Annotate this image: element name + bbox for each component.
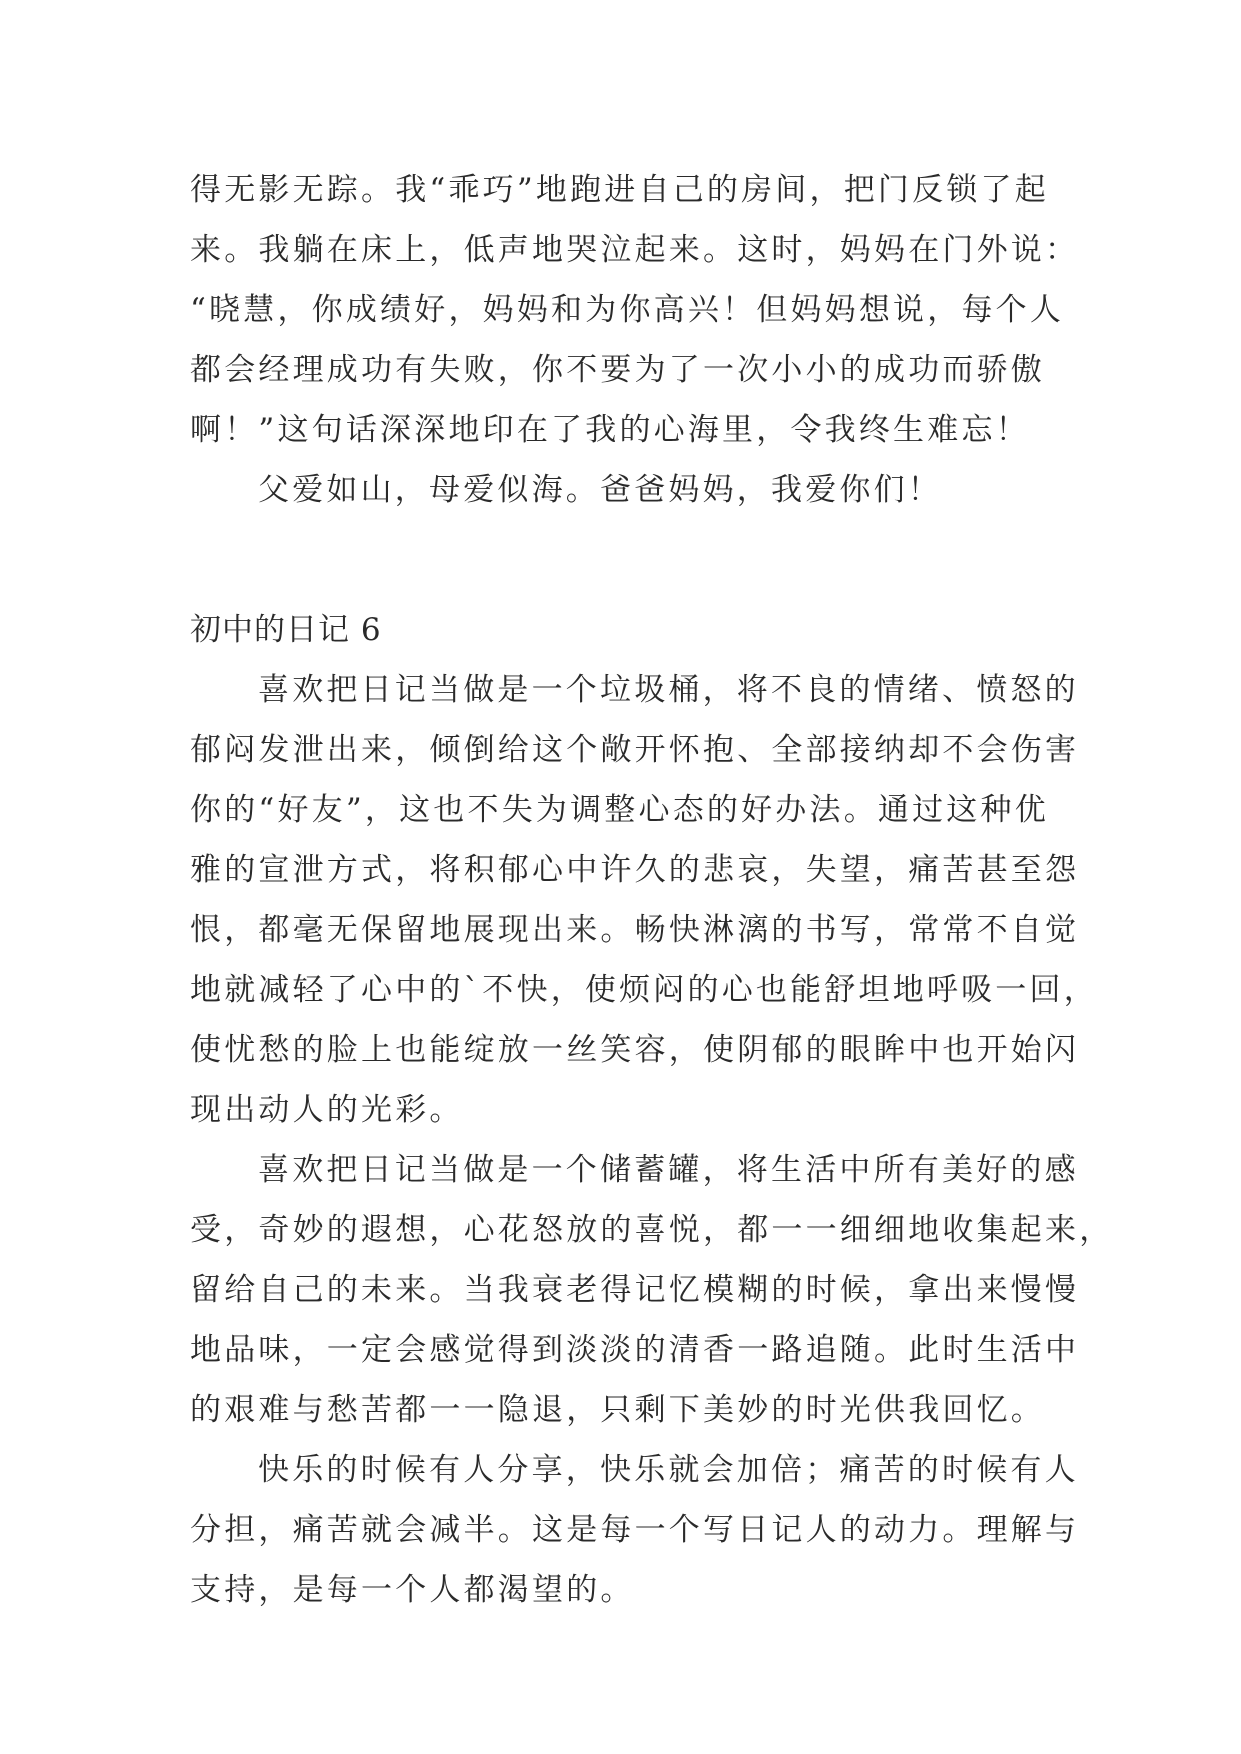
section-spacer: [190, 520, 1050, 600]
text-line: 受，奇妙的遐想，心花怒放的喜悦，都一一细细地收集起来，: [190, 1212, 1114, 1248]
text-line: 留给自己的未来。当我衰老得记忆模糊的时候，拿出来慢慢: [190, 1272, 1080, 1308]
text-line: 地就减轻了心中的`不快，使烦闷的心也能舒坦地呼吸一回，: [190, 972, 1098, 1008]
text-line: 得无影无踪。我“乖巧”地跑进自己的房间，把门反锁了起: [190, 172, 1049, 208]
text-line: “晓慧，你成绩好，妈妈和为你高兴！但妈妈想说，每个人: [190, 292, 1065, 328]
text-line: 分担，痛苦就会减半。这是每一个写日记人的动力。理解与: [190, 1512, 1080, 1548]
text-line: 来。我躺在床上，低声地哭泣起来。这时，妈妈在门外说：: [190, 232, 1080, 268]
text-line: 恨，都毫无保留地展现出来。畅快淋漓的书写，常常不自觉: [190, 912, 1080, 948]
paragraph-1: [190, 660, 1098, 1140]
text-line: 使忧愁的脸上也能绽放一丝笑容，使阴郁的眼眸中也开始闪: [190, 1032, 1080, 1068]
paragraph-3: [190, 1440, 1080, 1620]
text-line: 现出动人的光彩。: [190, 1092, 464, 1128]
text-line: 地品味，一定会感觉得到淡淡的清香一路追随。此时生活中: [190, 1332, 1080, 1368]
closing-line: 父爱如山，母爱似海。爸爸妈妈，我爱你们！: [258, 472, 942, 508]
text-line: 快乐的时候有人分享，快乐就会加倍；痛苦的时候有人: [258, 1452, 1079, 1488]
text-line: 雅的宣泄方式，将积郁心中许久的悲哀，失望，痛苦甚至怨: [190, 852, 1080, 888]
text-line: 啊！”这句话深深地印在了我的心海里，令我终生难忘！: [190, 412, 1030, 448]
text-line: 郁闷发泄出来，倾倒给这个敞开怀抱、全部接纳却不会伤害: [190, 732, 1080, 768]
text-line: 支持，是每一个人都渴望的。: [190, 1572, 635, 1608]
text-line: 的艰难与愁苦都一一隐退，只剩下美妙的时光供我回忆。: [190, 1392, 1045, 1428]
text-line: 喜欢把日记当做是一个储蓄罐，将生活中所有美好的感: [258, 1152, 1079, 1188]
paragraph-2: [190, 1140, 1114, 1440]
text-line: 都会经理成功有失败，你不要为了一次小小的成功而骄傲: [190, 352, 1045, 388]
text-line: 喜欢把日记当做是一个垃圾桶，将不良的情绪、愤怒的: [258, 672, 1079, 708]
text-line: 你的“好友”，这也不失为调整心态的好办法。通过这种优: [190, 792, 1049, 828]
section-title: 初中的日记 6: [190, 612, 382, 648]
document-body: [190, 160, 1114, 1620]
continued-paragraph: [190, 160, 1080, 460]
